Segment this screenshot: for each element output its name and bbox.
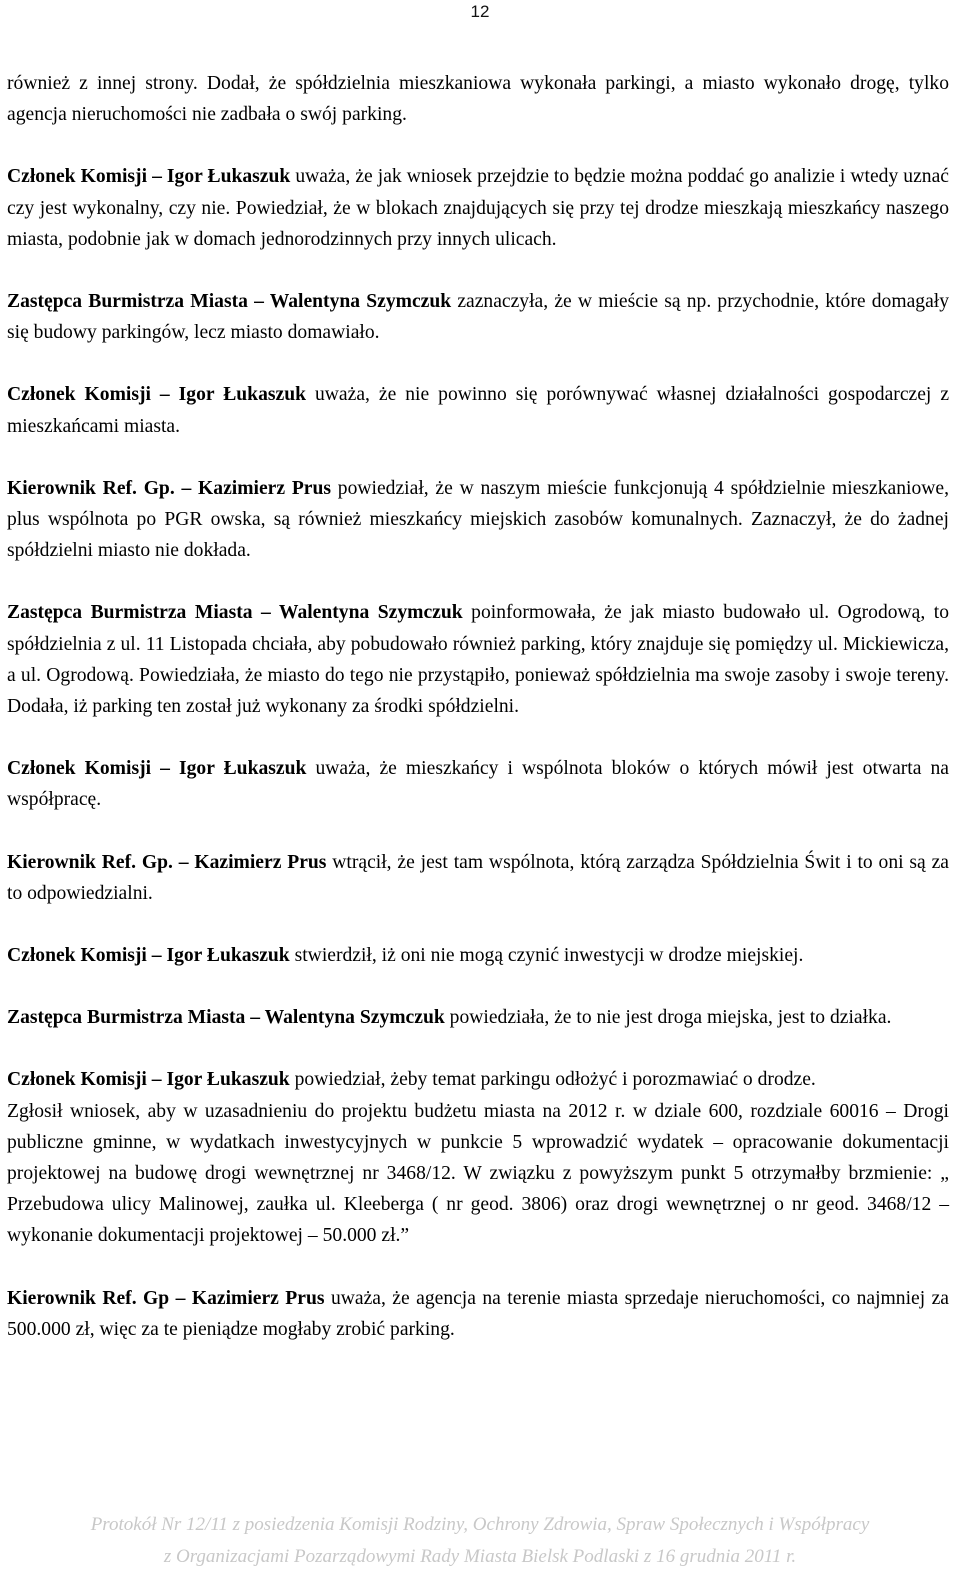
page-footer (0, 1509, 960, 1573)
paragraph-statement (7, 847, 949, 909)
speaker-name: Członek Komisji – Igor Łukaszuk (7, 166, 291, 188)
paragraph-text: uważa, że jak wniosek przejdzie to będzie można poddać go analizie i wtedy uznać czy jest wykonalny, czy nie. Powiedział, że w blokach znajdujących się przy tej drodze mieszkają mieszkańcy naszego miasta, podobnie jak w domach jednorodzinnych przy innych ulicach. (7, 166, 949, 250)
paragraph-text: również z innej strony. Dodał, że spółdzielnia mieszkaniowa wykonała parkingi, a miasto wykonało drogę, tylko agencja nieruchomości nie zadbała o swój parking. (7, 73, 949, 126)
paragraph-text: wtrącił, że jest tam wspólnota, którą zarządza Spółdzielnia Świt i to oni są za to odpowiedzialni. (7, 851, 949, 904)
paragraph-statement (7, 473, 949, 567)
paragraph-text: powiedział, że w naszym mieście funkcjonują 4 spółdzielnie mieszkaniowe, plus wspólnota po PGR owska, są również mieszkańcy miejskich zasobów komunalnych. Zaznaczył, że do żadnej spółdzielni miasto nie dokłada. (7, 477, 949, 562)
paragraph-text: uważa, że agencja na terenie miasta sprzedaje nieruchomości, co najmniej za 500.000 zł, więc za te pieniądze mogłaby zrobić parking. (7, 1287, 950, 1340)
speaker-name: Członek Komisji – Igor Łukaszuk (7, 758, 307, 780)
speaker-name: Kierownik Ref. Gp. – Kazimierz Prus (7, 477, 332, 499)
speaker-name: Kierownik Ref. Gp – Kazimierz Prus (7, 1287, 325, 1309)
paragraph-text: powiedział, żeby temat parkingu odłożyć i porozmawiać o drodze. (294, 1069, 816, 1091)
paragraph-statement (7, 379, 949, 441)
paragraph-statement (7, 940, 949, 971)
paragraph-motion (7, 1096, 949, 1252)
speaker-name: Kierownik Ref. Gp. – Kazimierz Prus (7, 851, 327, 873)
paragraph-statement (7, 597, 949, 722)
paragraph-continuation (7, 68, 949, 130)
paragraph-statement (7, 753, 949, 815)
paragraph-text: uważa, że nie powinno się porównywać własnej działalności gospodarczej z mieszkańcami miasta. (7, 384, 950, 437)
paragraph-statement (7, 1283, 949, 1345)
speaker-name: Zastępca Burmistrza Miasta – Walentyna Szymczuk (7, 602, 463, 624)
paragraph-statement (7, 161, 949, 255)
speaker-name: Zastępca Burmistrza Miasta – Walentyna Szymczuk (7, 291, 452, 313)
paragraph-text: zaznaczyła, że w mieście są np. przychodnie, które domagały się budowy parkingów, lecz miasto domawiało. (7, 291, 950, 344)
paragraph-statement (7, 286, 949, 348)
paragraph-statement (7, 1002, 949, 1033)
page-number: 12 (470, 2, 490, 21)
paragraph-text: uważa, że mieszkańcy i wspólnota bloków o których mówił jest otwarta na współpracę. (7, 758, 949, 811)
protocol-body (7, 68, 949, 1345)
speaker-name: Członek Komisji – Igor Łukaszuk (7, 1069, 290, 1091)
speaker-name: Członek Komisji – Igor Łukaszuk (7, 384, 306, 406)
speaker-name: Członek Komisji – Igor Łukaszuk (7, 945, 290, 967)
speaker-name: Zastępca Burmistrza Miasta – Walentyna Szymczuk (7, 1007, 445, 1029)
paragraph-text: powiedziała, że to nie jest droga miejska, jest to działka. (449, 1007, 892, 1029)
paragraph-text: stwierdził, iż oni nie mogą czynić inwestycji w drodze miejskiej. (294, 945, 804, 967)
paragraph-text: Zgłosił wniosek, aby w uzasadnieniu do projektu budżetu miasta na 2012 r. w dziale 600, rozdziale 60016 – Drogi publiczne gminne, w wydatkach inwestycyjnych w punkcie 5 wprowadzić wydatek – opracowanie dokumentacji projektowej na budowę drogi wewnętrznej nr 3468/12. W związku z powyższym punkt 5 otrzymałby brzmienie: „ Przebudowa ulicy Malinowej, zaułka ul. Kleeberga ( nr geod. 3806) oraz drogi wewnętrznej o nr geod. 3468/12 – wykonanie dokumentacji projektowej – 50.000 zł.” (7, 1100, 949, 1247)
paragraph-statement (7, 1064, 949, 1095)
paragraph-text: poinformowała, że jak miasto budowało ul. Ogrodową, to spółdzielnia z ul. 11 Listopada chciała, aby pobudowało również parking, który znajduje się pomiędzy ul. Mickiewicza, a ul. Ogrodową. Powiedziała, że miasto do tego nie przystąpiło, ponieważ spółdzielnia ma swoje zasoby i swoje tereny. Dodała, iż parking ten został już wykonany za środki spółdzielni. (7, 602, 950, 718)
footer-line: Protokół Nr 12/11 z posiedzenia Komisji Rodziny, Ochrony Zdrowia, Spraw Społecznych i Współpracy (90, 1514, 870, 1535)
footer-line: z Organizacjami Pozarządowymi Rady Miasta Bielsk Podlaski z 16 grudnia 2011 r. (163, 1546, 797, 1567)
